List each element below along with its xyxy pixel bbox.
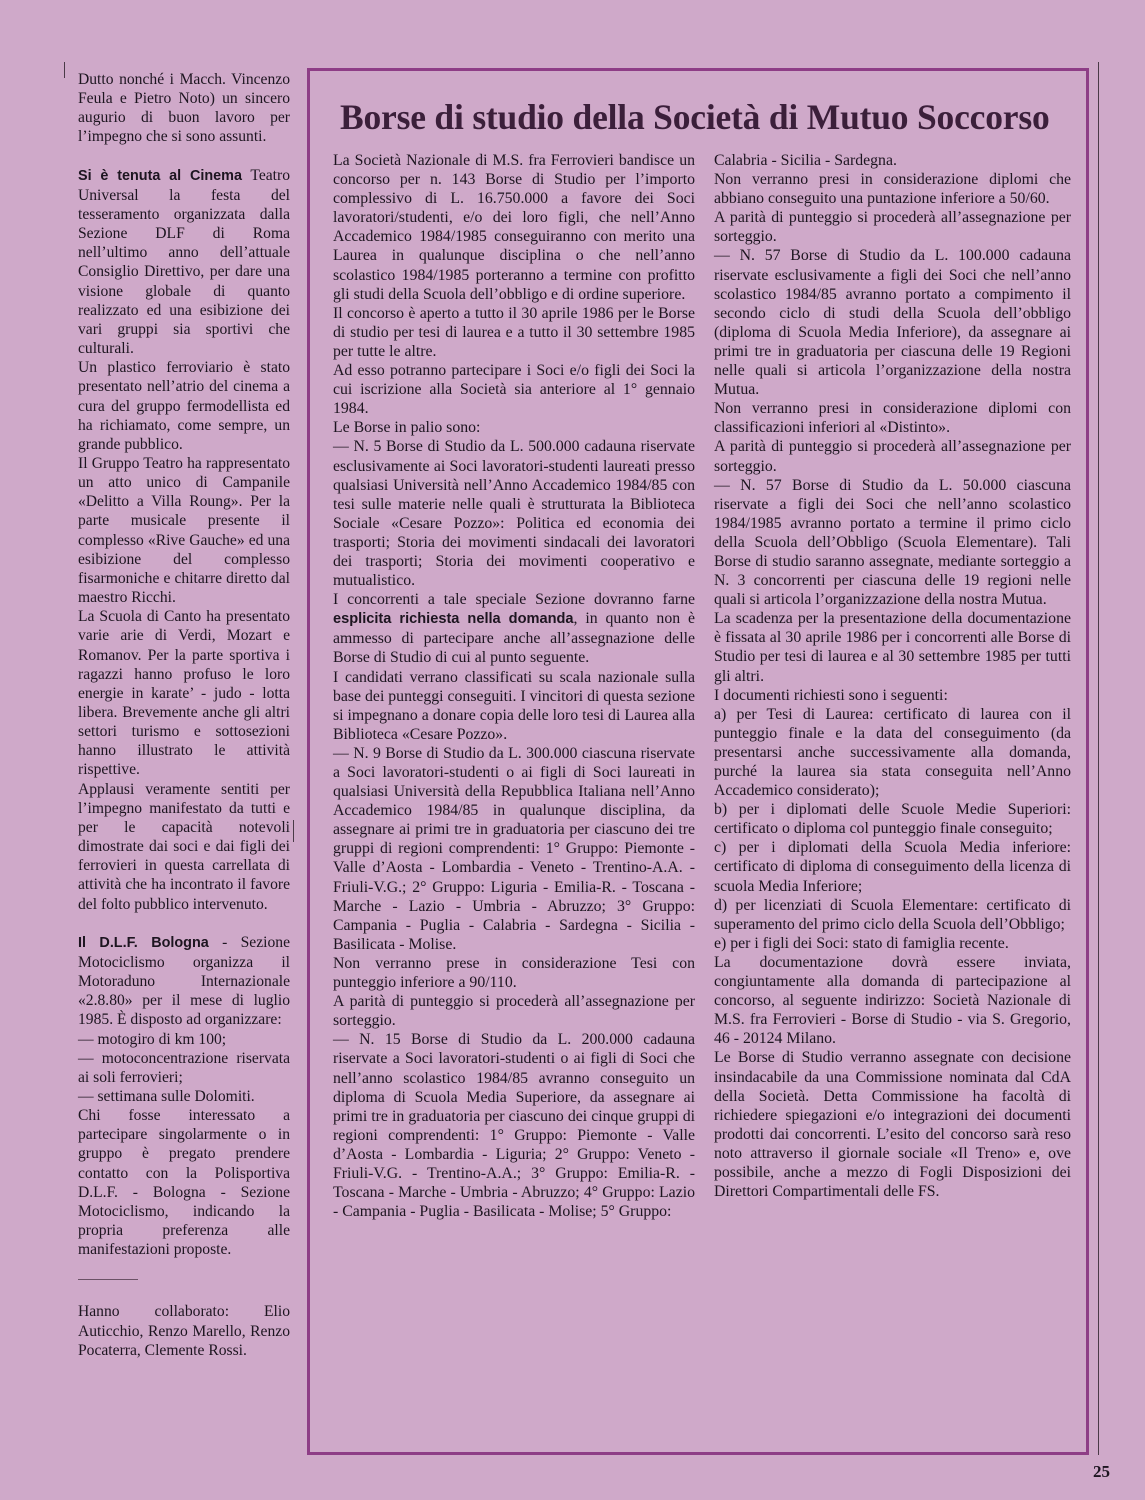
article-paragraph: La Società Nazionale di M.S. fra Ferrovieri bandisce un concorso per n. 143 Borse di Studio per l’importo complessivo di L. 16.750.000 a favore dei Soci lavoratori/studenti, e/o dei loro figli, che nell’Anno Accademico 1984/1985 conseguiranno con merito una Laurea in qualunque disciplina o che nell’anno scolastico 1984/1985 porteranno a termine con profitto gli studi della Scuola dell’obbligo e di ordine superiore. — [333, 152, 695, 303]
article-paragraph: La documentazione dovrà essere inviata, congiuntamente alla domanda di partecipazione al concorso, al seguente indirizzo: Società Nazionale di M.S. fra Ferrovieri - Borse di Studio - via S. Gregorio, 46 - 20124 Milano. — [714, 953, 1071, 1048]
paragraph-text: Teatro Universal la festa del tesseramento organizzata dalla Sezione DLF di Roma nell’ultimo anno dell’attuale Consiglio Direttivo, per dare una visione globale di quanto realizzato ed una esibizione dei vari gruppi sia sportivi che culturali. — [78, 166, 290, 358]
middle-column — [333, 151, 695, 1221]
article-paragraph: e) per i figli dei Soci: stato di famiglia recente. — [714, 934, 1009, 952]
article-paragraph: Non verranno prese in considerazione Tesi con punteggio inferiore a 90/110. — [333, 954, 695, 992]
article-paragraph: — N. 15 Borse di Studio da L. 200.000 cadauna riservate a Soci lavoratori-studenti o ai figli di Soci che nell’anno scolastico 1984/85 avranno conseguito un diploma di Scuola Media Superiore, da assegnare ai primi tre in graduatoria per ciascuno dei cinque gruppi di regioni comprendenti: 1° Gruppo: Piemonte - Valle d’Aosta - Lombardia - Liguria; 2° Gruppo: Veneto - Friuli-V.G. - Trentino-A.A.; 3° Gruppo: Emilia-R. - Toscana - Marche - Umbria - Abruzzo; 4° Gruppo: Lazio - Campania - Puglia - Basilicata - Molise; 5° Gruppo: — [333, 1031, 695, 1221]
left-paragraph — [78, 933, 290, 1030]
article-paragraph: Le Borse di Studio verranno assegnate con decisione insindacabile da una Commissione nominata dal CdA della Società. Detta Commissione ha facoltà di richiedere spiegazioni e/o integrazioni dei documenti prodotti dai concorrenti. L’esito del concorso sarà reso noto attraverso il giornale sociale «Il Treno» e, ove possibile, anche a mezzo di Fogli Disposizioni dei Direttori Compartimentali delle FS. — [714, 1049, 1071, 1201]
article-paragraph: A parità di punteggio si procederà all’assegnazione per sorteggio. — [714, 209, 1071, 246]
left-paragraph — [78, 166, 290, 359]
paragraph-text: , in quanto non è ammesso di partecipare anche all’assegnazione delle Borse di Studio di cui al punto seguente. — [333, 610, 696, 667]
article-paragraph: Le Borse in palio sono: — [333, 419, 481, 437]
article-paragraph: c) per i diplomati della Scuola Media inferiore: certificato di diploma di conseguimento della licenza di scuola Media Inferiore; — [714, 839, 1071, 895]
article-paragraph: Non verranno presi in considerazione diplomi che abbiano conseguito una puntazione inferiore a 50/60. — [714, 171, 1071, 208]
left-list-item: — settimana sulle Dolomiti. — [78, 1087, 255, 1105]
left-list-item: — motogiro di km 100; — [78, 1030, 227, 1048]
page-number: 25 — [1093, 1462, 1110, 1481]
left-list-item: — motoconcentrazione riservata ai soli ferrovieri; — [78, 1049, 290, 1086]
paragraph-text: - Sezione Motociclismo organizza il Motoraduno Internazionale «2.8.80» per il mese di luglio 1985. È disposto ad organizzare: — [78, 933, 290, 1029]
article-paragraph: A parità di punteggio si procederà all’assegnazione per sorteggio. — [714, 438, 1071, 475]
article-paragraph: Ad esso potranno partecipare i Soci e/o figli dei Soci la cui iscrizione alla Società sia anteriore al 1° gennaio 1984. — [333, 362, 695, 418]
separator-line — [78, 1279, 138, 1280]
article-paragraph: — N. 57 Borse di Studio da L. 100.000 cadauna riservate esclusivamente a figli dei Soci che nell’anno scolastico 1984/85 avranno portato a compimento il secondo ciclo di studi della Scuola dell’obbligo (diploma di Scuola Media Inferiore), da assegnare ai primi tre in graduatoria per ciascuna delle 19 Regioni nelle quali si articola l’organizzazione della nostra Mutua. — [714, 247, 1071, 399]
paragraph-text: I concorrenti a tale speciale Sezione dovranno farne — [333, 591, 695, 609]
left-paragraph: Chi fosse interessato a partecipare singolarmente o in gruppo è pregato prendere contatto con la Polisportiva D.L.F. - Bologna - Sezione Motociclismo, indicando la propria preferenza alle manifestazioni proposte. — [78, 1107, 290, 1259]
left-paragraph: Applausi veramente sentiti per l’impegno manifestato da tutti e per le capacità notevoli dimostrate dai soci e dai figli dei ferrovieri in questa carrellata di attività che ha incontrato il favore del folto pubblico intervenuto. — [78, 780, 290, 913]
run-in-heading: Il D.L.F. Bologna — [78, 934, 209, 951]
article-paragraph: Il concorso è aperto a tutto il 30 aprile 1986 per le Borse di studio per tesi di laurea e a tutto il 30 settembre 1985 per tutte le altre. — [333, 304, 695, 360]
article-paragraph: A parità di punteggio si procederà all’assegnazione per sorteggio. — [333, 993, 695, 1030]
left-paragraph: Il Gruppo Teatro ha rappresentato un atto unico di Campanile «Delitto a Villa Roung». Per la parte musicale presente il complesso «Rive Gauche» ed una esibizione del complesso fisarmoniche e chitarre diretto dal maestro Ricchi. — [78, 454, 290, 607]
article-paragraph — [333, 590, 695, 667]
left-column — [78, 70, 290, 1360]
right-margin-rule — [1098, 62, 1099, 1455]
left-paragraph: La Scuola di Canto ha presentato varie arie di Verdi, Mozart e Romanov. Per la parte sportiva i ragazzi hanno profuso le loro energie in karate’ - judo - lotta libera. Brevemente anche gli altri settori turismo e sottosezioni hanno illustrato le attività rispettive. — [78, 608, 290, 779]
article-paragraph: I candidati verrano classificati su scala nazionale sulla base dei punteggi conseguiti. I vincitori di questa sezione si impegnano a donare copia delle loro tesi di Laurea alla Biblioteca «Cesare Pozzo». — [333, 668, 695, 743]
article-paragraph: Non verranno presi in considerazione diplomi con classificazioni inferiori al «Distinto». — [714, 400, 1071, 437]
article-paragraph: b) per i diplomati delle Scuole Medie Superiori: certificato o diploma col punteggio finale conseguito; — [714, 801, 1071, 838]
bold-emphasis: esplicita richiesta nella domanda — [333, 611, 574, 628]
right-column — [714, 151, 1071, 1201]
left-paragraph: Un plastico ferroviario è stato presentato nell’atrio del cinema a cura del gruppo fermodellista ed ha richiamato, come sempre, un grande pubblico. — [78, 359, 290, 453]
column-tick-rule — [293, 820, 294, 842]
article-paragraph: — N. 57 Borse di Studio da L. 50.000 ciascuna riservate a figli dei Soci che nell’anno scolastico 1984/1985 avranno portato a termine il primo ciclo della Scuola dell’Obbligo (Scuola Elementare). Tali Borse di studio saranno assegnate, mediante sorteggio a N. 3 concorrenti per ciascuna delle 19 regioni nelle quali si articola l’organizzazione della nostra Mutua. — [714, 476, 1071, 609]
credits: Hanno collaborato: Elio Auticchio, Renzo Marello, Renzo Pocaterra, Clemente Rossi. — [78, 1303, 290, 1359]
article-paragraph: I documenti richiesti sono i seguenti: — [714, 686, 948, 704]
article-paragraph: — N. 9 Borse di Studio da L. 300.000 ciascuna riservate a Soci lavoratori-studenti o ai figli di Soci laureati in qualsiasi Università della Repubblica Italiana nell’Anno Accademico 1984/85 in qualunque disciplina, da assegnare ai primi tre in graduatoria per ciascuno dei tre gruppi di regioni comprendenti: 1° Gruppo: Piemonte - Valle d’Aosta - Lombardia - Veneto - Trentino-A.A. - Friuli-V.G.; 2° Gruppo: Liguria - Emilia-R. - Toscana - Marche - Lazio - Umbria - Abruzzo; 3° Gruppo: Campania - Puglia - Calabria - Sardegna - Sicilia - Basilicata - Molise. — [333, 744, 695, 953]
article-paragraph: La scadenza per la presentazione della documentazione è fissata al 30 aprile 1986 per i concorrenti alle Borse di Studio per tesi di laurea e al 30 settembre 1985 per tutti gli altri. — [714, 610, 1071, 685]
left-margin-rule — [64, 62, 65, 78]
article-paragraph: a) per Tesi di Laurea: certificato di laurea con il punteggio finale e la data del conseguimento (da presentarsi anche successivamente alla domanda, purché la laurea sia stata conseguita nell’Anno Accademico considerato); — [714, 705, 1071, 800]
article-paragraph: Calabria - Sicilia - Sardegna. — [714, 152, 897, 169]
article-paragraph: d) per licenziati di Scuola Elementare: certificato di superamento del primo ciclo della Scuola dell’Obbligo; — [714, 896, 1071, 933]
headline: Borse di studio della Società di Mutuo Soccorso — [340, 97, 1050, 137]
left-paragraph: Dutto nonché i Macch. Vincenzo Feula e Pietro Noto) un sincero augurio di buon lavoro per l’impegno che si sono assunti. — [78, 71, 290, 146]
article-paragraph: — N. 5 Borse di Studio da L. 500.000 cadauna riservate esclusivamente ai Soci lavoratori-studenti laureati presso qualsiasi Università nell’Anno Accademico 1984/85 con tesi sulle materie nelle quali è strutturata la Biblioteca Sociale «Cesare Pozzo»: Politica ed economia dei trasporti; Storia dei movimenti sindacali dei lavoratori dei trasporti; Storia dei movimenti cooperativo e mutualistico. — [333, 438, 695, 590]
run-in-heading: Si è tenuta al Cinema — [78, 167, 242, 184]
